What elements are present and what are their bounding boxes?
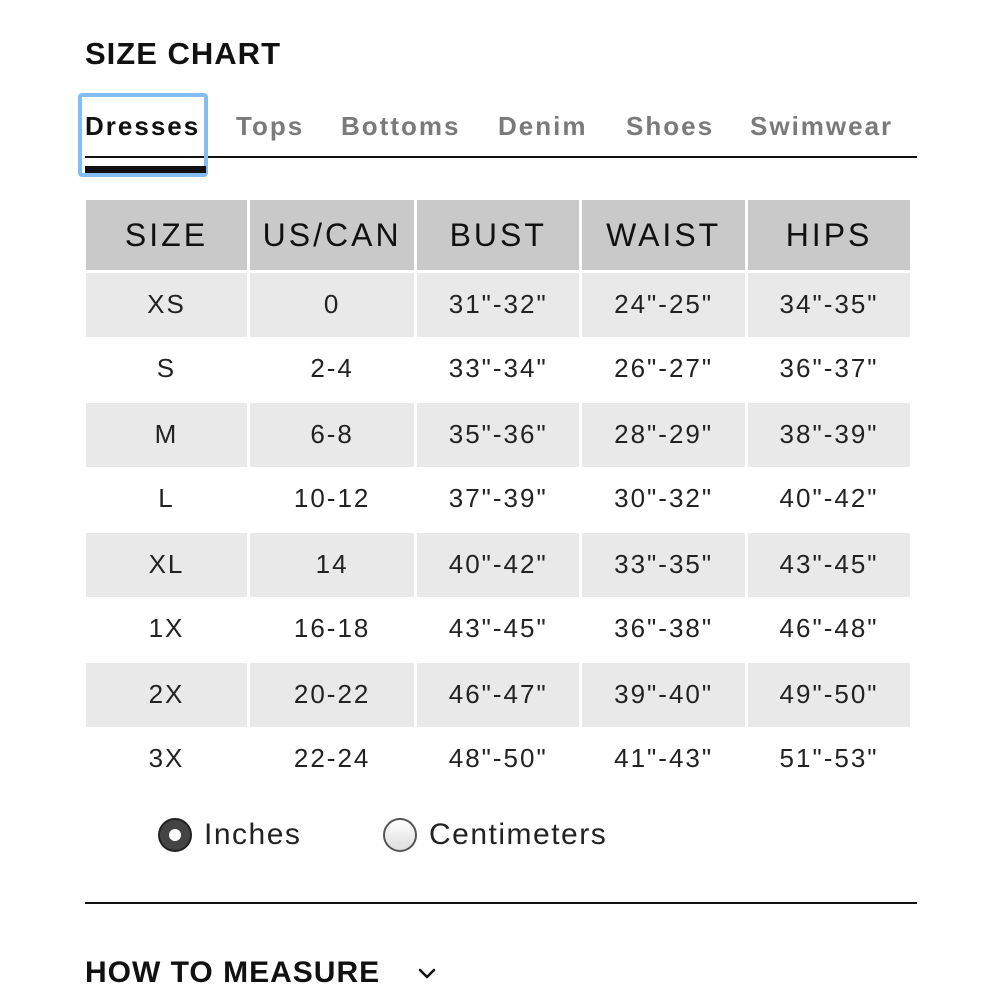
table-cell: 33"-34" xyxy=(417,337,579,401)
table-cell: 36"-37" xyxy=(748,337,910,401)
table-cell: 38"-39" xyxy=(748,400,910,467)
tab-bottoms[interactable] xyxy=(341,111,460,142)
how-to-measure-toggle[interactable] xyxy=(85,956,438,990)
table-cell: 48"-50" xyxy=(417,727,579,791)
chevron-down-icon xyxy=(416,962,438,984)
table-cell: 28"-29" xyxy=(582,400,745,467)
tab-label: Tops xyxy=(236,111,305,141)
table-row xyxy=(86,270,910,337)
table-row xyxy=(86,727,910,791)
table-cell: 34"-35" xyxy=(748,270,910,337)
table-cell: 3X xyxy=(86,727,247,791)
how-to-measure-label: HOW TO MEASURE xyxy=(85,956,381,989)
tab-label: Bottoms xyxy=(341,111,461,141)
table-row xyxy=(86,337,910,401)
table-cell: 41"-43" xyxy=(582,727,745,791)
tab-shoes[interactable] xyxy=(626,111,714,142)
tab-swimwear[interactable] xyxy=(750,111,893,142)
tab-label: Shoes xyxy=(626,111,715,141)
table-cell: XS xyxy=(86,270,247,337)
centimeters-option[interactable] xyxy=(383,818,607,852)
table-cell: 40"-42" xyxy=(748,467,910,531)
table-cell: M xyxy=(86,400,247,467)
table-cell: 31"-32" xyxy=(417,270,579,337)
table-cell: XL xyxy=(86,530,247,597)
inches-option[interactable] xyxy=(158,818,301,852)
table-row xyxy=(86,400,910,467)
table-cell: 16-18 xyxy=(250,597,414,661)
column-header-bust: BUST xyxy=(417,200,579,270)
inches-radio[interactable] xyxy=(158,818,192,852)
column-header-hips: HIPS xyxy=(748,200,910,270)
tab-dresses[interactable] xyxy=(85,111,200,142)
table-row xyxy=(86,597,910,661)
table-cell: 26"-27" xyxy=(582,337,745,401)
table-cell: 10-12 xyxy=(250,467,414,531)
table-cell: 33"-35" xyxy=(582,530,745,597)
table-cell: 39"-40" xyxy=(582,660,745,727)
table-cell: 51"-53" xyxy=(748,727,910,791)
table-cell: 14 xyxy=(250,530,414,597)
tab-label: Denim xyxy=(498,111,588,141)
size-table xyxy=(83,200,913,790)
table-cell: S xyxy=(86,337,247,401)
column-header-waist: WAIST xyxy=(582,200,745,270)
category-tabs xyxy=(85,96,917,158)
table-row xyxy=(86,467,910,531)
table-cell: 43"-45" xyxy=(417,597,579,661)
table-cell: 46"-47" xyxy=(417,660,579,727)
table-cell: 20-22 xyxy=(250,660,414,727)
table-cell: 0 xyxy=(250,270,414,337)
table-cell: 46"-48" xyxy=(748,597,910,661)
table-row xyxy=(86,530,910,597)
table-cell: 35"-36" xyxy=(417,400,579,467)
tab-denim[interactable] xyxy=(498,111,587,142)
tab-label: Dresses xyxy=(85,111,201,141)
table-cell: L xyxy=(86,467,247,531)
table-cell: 2-4 xyxy=(250,337,414,401)
table-cell: 22-24 xyxy=(250,727,414,791)
tab-tops[interactable] xyxy=(236,111,304,142)
centimeters-label: Centimeters xyxy=(429,818,608,851)
centimeters-radio[interactable] xyxy=(383,818,417,852)
table-row xyxy=(86,660,910,727)
inches-label: Inches xyxy=(204,818,302,851)
column-header-size: SIZE xyxy=(86,200,247,270)
table-cell: 49"-50" xyxy=(748,660,910,727)
active-tab-indicator xyxy=(85,166,206,173)
table-cell: 6-8 xyxy=(250,400,414,467)
table-cell: 36"-38" xyxy=(582,597,745,661)
tab-label: Swimwear xyxy=(750,111,894,141)
table-cell: 40"-42" xyxy=(417,530,579,597)
table-cell: 1X xyxy=(86,597,247,661)
table-header-row xyxy=(86,200,910,270)
table-cell: 24"-25" xyxy=(582,270,745,337)
table-cell: 2X xyxy=(86,660,247,727)
page-title: SIZE CHART xyxy=(85,36,281,71)
table-cell: 30"-32" xyxy=(582,467,745,531)
column-header-us-can: US/CAN xyxy=(250,200,414,270)
table-cell: 37"-39" xyxy=(417,467,579,531)
table-cell: 43"-45" xyxy=(748,530,910,597)
section-divider xyxy=(85,902,917,904)
